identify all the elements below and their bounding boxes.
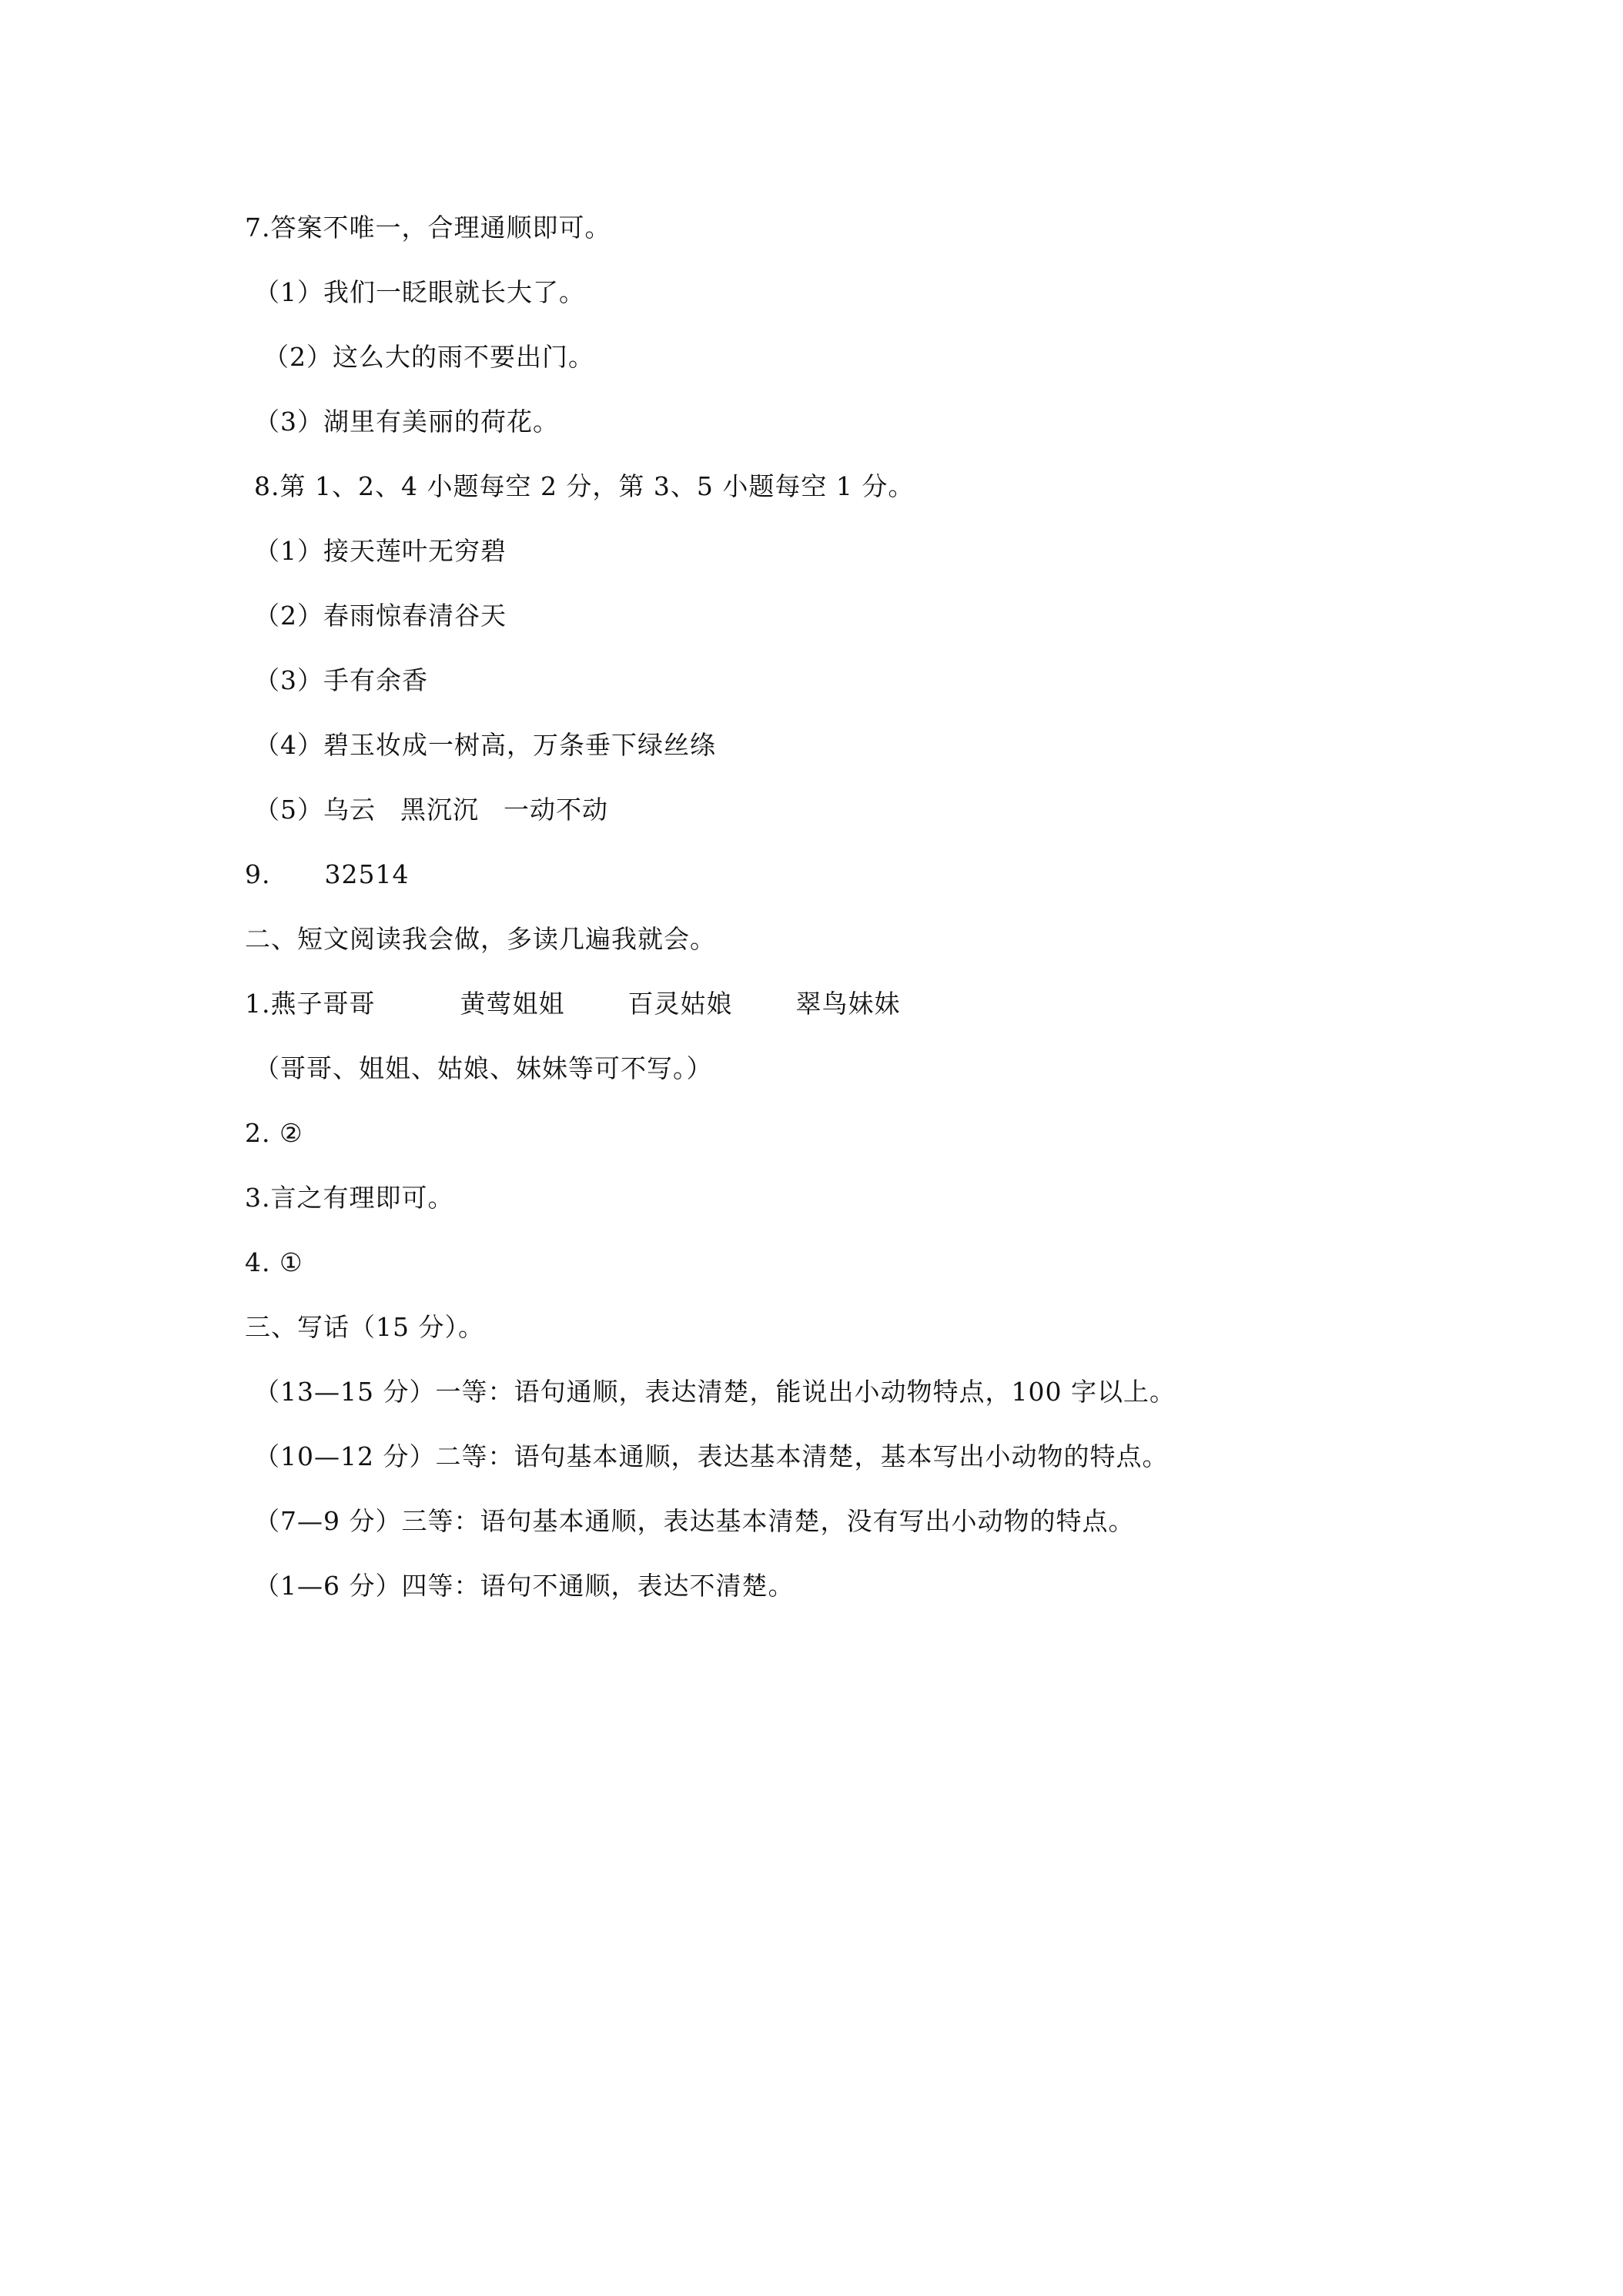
section8-item-2: （2）春雨惊春清谷天 [254, 601, 507, 631]
section9-number: 9. [245, 859, 271, 889]
part2-q4: 4. ① [245, 1247, 303, 1277]
section8-item-3: （3）手有余香 [254, 665, 428, 695]
part2-heading: 二、短文阅读我会做，多读几遍我就会。 [245, 924, 716, 954]
section7-heading: 7.答案不唯一，合理通顺即可。 [245, 213, 611, 243]
part3-grade-4: （1—6 分）四等：语句不通顺，表达不清楚。 [254, 1571, 795, 1601]
section8-item-5-word3: 一动不动 [504, 795, 608, 825]
section8-item-5-word2: 黑沉沉 [400, 795, 479, 825]
part2-q1-answer-4: 翠鸟妹妹 [795, 989, 901, 1019]
section8-item-1: （1）接天莲叶无穷碧 [254, 536, 507, 566]
part2-q1-note: （哥哥、姐姐、姑娘、妹妹等可不写。） [254, 1053, 713, 1083]
part2-q1-answers [245, 987, 901, 1021]
section7-item-1: （1）我们一眨眼就长大了。 [254, 277, 585, 307]
section7-item-3: （3）湖里有美丽的荷花。 [254, 407, 559, 437]
section8-item-5-label: （5）乌云 [254, 795, 376, 825]
part2-q2: 2. ② [245, 1118, 303, 1148]
part3-grade-3: （7—9 分）三等：语句基本通顺，表达基本清楚，没有写出小动物的特点。 [254, 1506, 1135, 1536]
part2-q1-answer-2: 黄莺姐姐 [460, 989, 565, 1019]
section8-item-5 [254, 793, 608, 827]
section8-item-4: （4）碧玉妆成一树高，万条垂下绿丝绦 [254, 730, 716, 760]
part2-q1-answer-3: 百灵姑娘 [627, 989, 733, 1019]
part3-heading: 三、写话（15 分）。 [245, 1312, 484, 1342]
part2-q1-answer-1: 1.燕子哥哥 [245, 989, 376, 1019]
section8-heading: 8.第 1、2、4 小题每空 2 分，第 3、5 小题每空 1 分。 [254, 471, 915, 501]
section9-answer: 32514 [324, 859, 410, 889]
part2-q3: 3.言之有理即可。 [245, 1183, 454, 1213]
part3-grade-2: （10—12 分）二等：语句基本通顺，表达基本清楚，基本写出小动物的特点。 [254, 1441, 1169, 1471]
section7-item-2: （2）这么大的雨不要出门。 [263, 342, 594, 372]
part3-grade-1: （13—15 分）一等：语句通顺，表达清楚，能说出小动物特点，100 字以上。 [254, 1377, 1176, 1407]
section9-line [245, 858, 409, 892]
